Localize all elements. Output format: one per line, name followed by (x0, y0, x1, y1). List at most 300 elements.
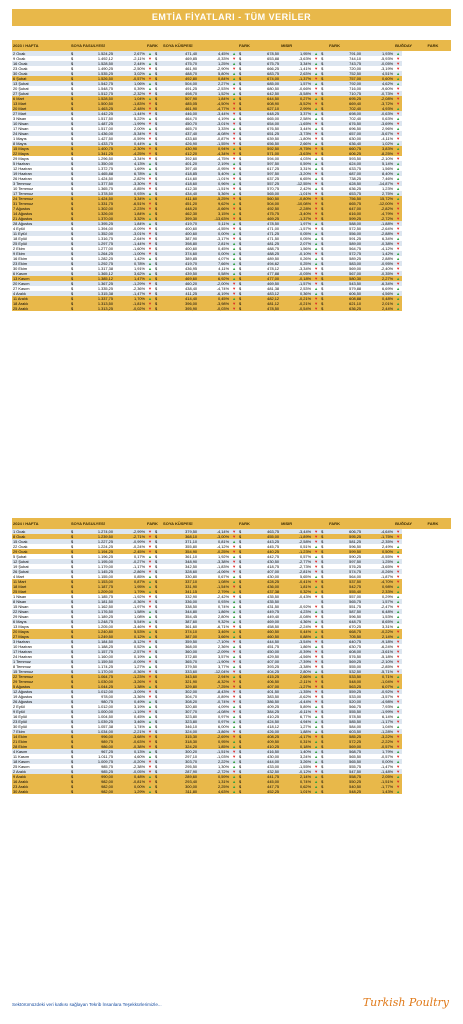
change-cell: -2,82% (362, 206, 394, 211)
price-cell: 1.162,50 (78, 604, 114, 609)
change-cell: 0,12% (114, 634, 146, 639)
arrow-up-icon: ▲ (146, 634, 154, 639)
currency-cell: $ (238, 156, 246, 161)
price-cell: 1.157,75 (78, 649, 114, 654)
week-cell: 6 Kasım (12, 271, 70, 276)
table-2023 (12, 40, 451, 311)
arrow-up-icon: ▲ (230, 161, 238, 166)
change-cell: 3,15% (198, 211, 230, 216)
arrow-down-icon: ▼ (312, 76, 320, 81)
currency-cell: $ (238, 779, 246, 784)
change-cell: -1,51% (362, 779, 394, 784)
change-cell: 5,36% (198, 191, 230, 196)
change-cell: -4,12% (362, 246, 394, 251)
currency-cell: $ (70, 654, 78, 659)
currency-cell: $ (70, 116, 78, 121)
price-cell: 687,00 (328, 171, 362, 176)
currency-cell: $ (238, 784, 246, 789)
currency-cell: $ (70, 86, 78, 91)
week-cell: 3 Haziran (12, 639, 70, 644)
arrow-down-icon: ▼ (230, 684, 238, 689)
currency-cell: $ (70, 101, 78, 106)
currency-cell: $ (154, 191, 162, 196)
price-cell: 630,75 (328, 644, 362, 649)
change-cell: -3,61% (362, 649, 394, 654)
currency-cell: $ (238, 251, 246, 256)
week-cell: 9 Aralık (12, 774, 70, 779)
price-cell: 416,50 (246, 749, 280, 754)
price-cell: 1.153,00 (78, 579, 114, 584)
arrow-down-icon: ▼ (312, 614, 320, 619)
change-cell: 0,48% (114, 774, 146, 779)
column-header: FARK (427, 40, 451, 51)
currency-cell: $ (70, 96, 78, 101)
price-cell: 371,10 (162, 539, 198, 544)
change-cell: -1,55% (280, 764, 312, 769)
price-cell: 1.378,50 (78, 191, 114, 196)
currency-cell: $ (154, 684, 162, 689)
price-cell: 996,00 (78, 734, 114, 739)
price-cell: 331,90 (162, 584, 198, 589)
arrow-up-icon: ▲ (312, 589, 320, 594)
currency-cell: $ (238, 231, 246, 236)
currency-cell: $ (70, 111, 78, 116)
currency-cell: $ (154, 629, 162, 634)
change-cell: -0,08% (280, 614, 312, 619)
price-cell: 616,00 (328, 211, 362, 216)
currency-cell: $ (238, 659, 246, 664)
change-cell: -3,98% (198, 301, 230, 306)
arrow-down-icon: ▼ (312, 764, 320, 769)
change-cell: 3,32% (114, 216, 146, 221)
price-cell: 640,75 (328, 639, 362, 644)
currency-cell: $ (320, 789, 328, 794)
change-cell: -0,12% (280, 769, 312, 774)
currency-cell: $ (320, 236, 328, 241)
arrow-down-icon: ▼ (394, 654, 402, 659)
price-cell: 392,60 (162, 156, 198, 161)
arrow-up-icon: ▲ (312, 724, 320, 729)
week-cell: 18 Eylül (12, 236, 70, 241)
arrow-down-icon: ▼ (230, 649, 238, 654)
arrow-down-icon: ▼ (394, 271, 402, 276)
price-cell: 492,50 (246, 206, 280, 211)
week-cell: 10 Haziran (12, 644, 70, 649)
change-cell: 0,57% (280, 554, 312, 559)
change-cell: -2,30% (114, 146, 146, 151)
currency-cell: $ (154, 574, 162, 579)
week-cell: 27 Şubat (12, 91, 70, 96)
currency-cell: $ (238, 136, 246, 141)
change-cell: 4,36% (280, 619, 312, 624)
change-cell: -2,86% (114, 569, 146, 574)
arrow-up-icon: ▲ (230, 654, 238, 659)
currency-cell: $ (320, 579, 328, 584)
price-cell: 696,50 (328, 126, 362, 131)
change-cell: -3,01% (114, 231, 146, 236)
change-cell: 1,42% (114, 256, 146, 261)
price-cell: 469,60 (162, 276, 198, 281)
price-cell: 578,50 (328, 714, 362, 719)
change-cell: 3,34% (280, 61, 312, 66)
change-cell: 2,49% (362, 544, 394, 549)
change-cell: 1,95% (280, 51, 312, 56)
change-cell: -12,55% (280, 181, 312, 186)
change-cell: -0,10% (280, 251, 312, 256)
price-cell: 565,50 (328, 754, 362, 759)
week-cell: 10 Nisan (12, 121, 70, 126)
column-header: BUĞDAY (394, 40, 426, 51)
arrow-down-icon: ▼ (230, 106, 238, 111)
price-cell: 1.240,80 (78, 629, 114, 634)
currency-cell: $ (320, 609, 328, 614)
week-cell: 13 Mart (12, 101, 70, 106)
arrow-up-icon: ▲ (146, 161, 154, 166)
arrow-down-icon: ▼ (230, 529, 238, 534)
currency-cell: $ (320, 161, 328, 166)
currency-cell: $ (238, 106, 246, 111)
change-cell: -6,34% (362, 281, 394, 286)
change-cell: -4,98% (362, 699, 394, 704)
change-cell: -2,22% (362, 739, 394, 744)
change-cell: 1,02% (362, 141, 394, 146)
change-cell: 1,74% (114, 724, 146, 729)
arrow-down-icon: ▼ (146, 146, 154, 151)
currency-cell: $ (238, 166, 246, 171)
price-cell: 572,50 (328, 226, 362, 231)
week-cell: 8 Ocak (12, 534, 70, 539)
price-cell: 477,88 (246, 271, 280, 276)
price-cell: 387,60 (162, 619, 198, 624)
price-cell: 460,50 (246, 629, 280, 634)
currency-cell: $ (238, 789, 246, 794)
currency-cell: $ (320, 201, 328, 206)
week-cell: 26 Şubat (12, 569, 70, 574)
price-cell: 576,25 (328, 564, 362, 569)
change-cell: 4,62% (362, 81, 394, 86)
arrow-down-icon: ▼ (312, 136, 320, 141)
change-cell: 0,97% (198, 719, 230, 724)
change-cell: 0,81% (198, 539, 230, 544)
change-cell: 3,44% (280, 126, 312, 131)
arrow-down-icon: ▼ (394, 231, 402, 236)
price-cell: 1.274,00 (78, 529, 114, 534)
change-cell: 2,80% (198, 614, 230, 619)
price-cell: 1.176,50 (78, 609, 114, 614)
arrow-up-icon: ▲ (312, 236, 320, 241)
currency-cell: $ (70, 71, 78, 76)
change-cell: -3,69% (362, 121, 394, 126)
arrow-down-icon: ▼ (146, 231, 154, 236)
price-cell: 665,00 (246, 116, 280, 121)
arrow-down-icon: ▼ (146, 649, 154, 654)
arrow-up-icon: ▲ (394, 684, 402, 689)
currency-cell: $ (154, 579, 162, 584)
change-cell: 0,60% (362, 76, 394, 81)
change-cell: 3,31% (362, 624, 394, 629)
currency-cell: $ (238, 151, 246, 156)
price-cell: 328,60 (162, 569, 198, 574)
arrow-down-icon: ▼ (312, 201, 320, 206)
price-cell: 1.370,00 (78, 216, 114, 221)
change-cell: 5,54% (114, 619, 146, 624)
week-cell: 9 Ekim (12, 251, 70, 256)
price-cell: 435,50 (246, 594, 280, 599)
change-cell: -0,92% (280, 604, 312, 609)
change-cell: 0,45% (114, 714, 146, 719)
change-cell: -0,25% (198, 549, 230, 554)
price-cell: 436,00 (246, 584, 280, 589)
change-cell: -2,77% (280, 559, 312, 564)
change-cell: 1,84% (114, 211, 146, 216)
price-cell: 676,50 (328, 121, 362, 126)
arrow-down-icon: ▼ (312, 296, 320, 301)
arrow-down-icon: ▼ (230, 769, 238, 774)
currency-cell: $ (320, 759, 328, 764)
price-cell: 967,25 (78, 749, 114, 754)
arrow-up-icon: ▲ (394, 116, 402, 121)
change-cell: 1,40% (280, 749, 312, 754)
arrow-up-icon: ▲ (394, 171, 402, 176)
price-cell: 498,70 (162, 91, 198, 96)
arrow-down-icon: ▼ (230, 694, 238, 699)
week-cell: 6 Şubat (12, 76, 70, 81)
arrow-down-icon: ▼ (312, 301, 320, 306)
price-cell: 437,38 (246, 589, 280, 594)
arrow-up-icon: ▲ (146, 266, 154, 271)
arrow-down-icon: ▼ (146, 604, 154, 609)
change-cell: 0,97% (198, 714, 230, 719)
price-cell: 1.249,50 (78, 634, 114, 639)
currency-cell: $ (320, 276, 328, 281)
change-cell: 3,37% (280, 111, 312, 116)
change-cell: -2,53% (198, 86, 230, 91)
price-cell: 300,00 (162, 784, 198, 789)
price-cell: 471,00 (246, 226, 280, 231)
price-cell: 1.209,00 (78, 589, 114, 594)
price-cell: 571,00 (246, 151, 280, 156)
change-cell: -3,17% (198, 236, 230, 241)
price-cell: 720,00 (328, 66, 362, 71)
change-cell: -0,95% (198, 166, 230, 171)
change-cell: 4,94% (280, 719, 312, 724)
price-cell: 680,50 (246, 86, 280, 91)
arrow-down-icon: ▼ (230, 564, 238, 569)
price-cell: 491,25 (162, 86, 198, 91)
currency-cell: $ (320, 689, 328, 694)
price-cell: 448,20 (162, 206, 198, 211)
price-cell: 563,25 (328, 684, 362, 689)
currency-cell: $ (238, 604, 246, 609)
arrow-down-icon: ▼ (394, 121, 402, 126)
price-cell: 597,50 (246, 171, 280, 176)
arrow-down-icon: ▼ (146, 286, 154, 291)
change-cell: -1,44% (114, 111, 146, 116)
arrow-down-icon: ▼ (146, 301, 154, 306)
change-cell: 1,88% (280, 729, 312, 734)
currency-cell: $ (238, 734, 246, 739)
currency-cell: $ (154, 286, 162, 291)
week-cell: 20 Mart (12, 106, 70, 111)
arrow-down-icon: ▼ (146, 539, 154, 544)
currency-cell: $ (70, 306, 78, 311)
arrow-down-icon: ▼ (230, 86, 238, 91)
currency-cell: $ (238, 589, 246, 594)
arrow-up-icon: ▲ (312, 674, 320, 679)
arrow-up-icon: ▲ (146, 86, 154, 91)
change-cell: -4,08% (198, 709, 230, 714)
price-cell: 1.372,75 (78, 166, 114, 171)
arrow-down-icon: ▼ (230, 559, 238, 564)
arrow-up-icon: ▲ (146, 714, 154, 719)
price-cell: 368,10 (162, 534, 198, 539)
week-cell: 22 Temmuz (12, 674, 70, 679)
arrow-down-icon: ▼ (230, 729, 238, 734)
currency-cell: $ (70, 291, 78, 296)
arrow-up-icon: ▲ (146, 754, 154, 759)
price-cell: 428,25 (246, 579, 280, 584)
change-cell: 0,44% (280, 629, 312, 634)
change-cell: -0,62% (280, 694, 312, 699)
price-cell: 303,70 (162, 759, 198, 764)
price-cell: 555,40 (328, 589, 362, 594)
currency-cell: $ (238, 216, 246, 221)
change-cell: 0,00% (198, 251, 230, 256)
price-cell: 418,60 (162, 181, 198, 186)
arrow-down-icon: ▼ (394, 131, 402, 136)
arrow-down-icon: ▼ (146, 549, 154, 554)
change-cell: 0,67% (198, 574, 230, 579)
change-cell: 3,66% (198, 634, 230, 639)
arrow-up-icon: ▲ (146, 619, 154, 624)
arrow-down-icon: ▼ (146, 56, 154, 61)
arrow-up-icon: ▲ (312, 719, 320, 724)
week-cell: 21 Ağustos (12, 216, 70, 221)
change-cell: -4,25% (114, 151, 146, 156)
price-cell: 489,50 (246, 256, 280, 261)
currency-cell: $ (238, 714, 246, 719)
change-cell: -0,27% (114, 559, 146, 564)
arrow-down-icon: ▼ (394, 659, 402, 664)
currency-cell: $ (70, 659, 78, 664)
arrow-up-icon: ▲ (394, 251, 402, 256)
change-cell: -1,00% (114, 251, 146, 256)
currency-cell: $ (70, 276, 78, 281)
currency-cell: $ (238, 649, 246, 654)
currency-cell: $ (320, 614, 328, 619)
currency-cell: $ (238, 694, 246, 699)
arrow-up-icon: ▲ (394, 81, 402, 86)
price-cell: 555,75 (328, 764, 362, 769)
currency-cell: $ (320, 589, 328, 594)
currency-cell: $ (154, 734, 162, 739)
currency-cell: $ (70, 529, 78, 534)
price-cell: 1.424,50 (78, 196, 114, 201)
arrow-up-icon: ▲ (230, 609, 238, 614)
currency-cell: $ (320, 594, 328, 599)
arrow-up-icon: ▲ (312, 221, 320, 226)
change-cell: 2,19% (198, 161, 230, 166)
arrow-up-icon: ▲ (312, 261, 320, 266)
change-cell: -0,33% (198, 56, 230, 61)
arrow-down-icon: ▼ (146, 559, 154, 564)
price-cell: 400,60 (162, 231, 198, 236)
arrow-up-icon: ▲ (146, 579, 154, 584)
currency-cell: $ (154, 231, 162, 236)
price-cell: 1.313,50 (78, 301, 114, 306)
arrow-up-icon: ▲ (146, 614, 154, 619)
arrow-up-icon: ▲ (394, 704, 402, 709)
arrow-down-icon: ▼ (312, 539, 320, 544)
change-cell: -4,50% (198, 101, 230, 106)
currency-cell: $ (70, 226, 78, 231)
change-cell: 2,79% (198, 589, 230, 594)
arrow-up-icon: ▲ (146, 166, 154, 171)
column-header: 2023 / HAFTA (12, 40, 70, 51)
arrow-down-icon: ▼ (312, 649, 320, 654)
arrow-up-icon: ▲ (312, 739, 320, 744)
change-cell: -0,24% (114, 544, 146, 549)
currency-cell: $ (320, 529, 328, 534)
currency-cell: $ (238, 186, 246, 191)
arrow-down-icon: ▼ (312, 579, 320, 584)
change-cell: -2,99% (114, 529, 146, 534)
arrow-up-icon: ▲ (312, 704, 320, 709)
currency-cell: $ (320, 226, 328, 231)
currency-cell: $ (154, 719, 162, 724)
arrow-up-icon: ▲ (394, 724, 402, 729)
price-cell: 1.155,00 (78, 574, 114, 579)
price-cell: 653,88 (246, 56, 280, 61)
week-cell: 25 Eylül (12, 241, 70, 246)
change-cell: 0,52% (114, 644, 146, 649)
arrow-up-icon: ▲ (394, 674, 402, 679)
arrow-up-icon: ▲ (312, 744, 320, 749)
currency-cell: $ (320, 196, 328, 201)
arrow-down-icon: ▼ (146, 121, 154, 126)
arrow-up-icon: ▲ (394, 51, 402, 56)
change-cell: -1,99% (362, 709, 394, 714)
arrow-down-icon: ▼ (230, 624, 238, 629)
price-cell: 295,50 (162, 764, 198, 769)
table-header-row (12, 40, 451, 51)
arrow-up-icon: ▲ (230, 231, 238, 236)
arrow-down-icon: ▼ (394, 241, 402, 246)
price-cell: 1.331,75 (78, 201, 114, 206)
price-cell: 990,00 (78, 774, 114, 779)
arrow-up-icon: ▲ (312, 71, 320, 76)
change-cell: 0,88% (280, 634, 312, 639)
price-cell: 1.264,25 (78, 251, 114, 256)
price-cell: 1.433,75 (78, 141, 114, 146)
week-cell: 14 Ekim (12, 734, 70, 739)
price-cell: 449,40 (246, 614, 280, 619)
change-cell: 6,00% (198, 724, 230, 729)
price-cell: 1.352,00 (78, 231, 114, 236)
change-cell: -6,51% (114, 201, 146, 206)
currency-cell: $ (238, 619, 246, 624)
price-cell: 396,00 (162, 301, 198, 306)
price-cell: 341,15 (162, 589, 198, 594)
change-cell: -1,80% (280, 136, 312, 141)
arrow-up-icon: ▲ (230, 719, 238, 724)
arrow-down-icon: ▼ (394, 644, 402, 649)
arrow-up-icon: ▲ (230, 246, 238, 251)
change-cell: -3,57% (362, 694, 394, 699)
arrow-up-icon: ▲ (146, 211, 154, 216)
week-cell: 12 Şubat (12, 559, 70, 564)
price-cell: 333,60 (162, 669, 198, 674)
